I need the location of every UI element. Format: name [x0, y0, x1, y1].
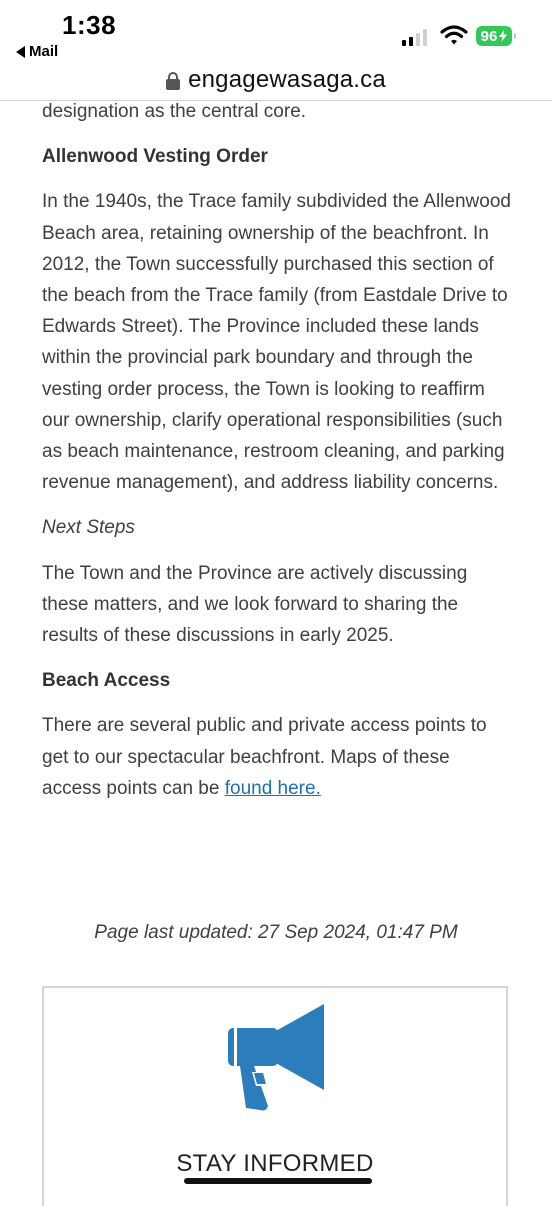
stay-informed-card[interactable]	[42, 986, 508, 1206]
clock: 1:38	[62, 10, 117, 40]
section-subheading-next-steps: Next Steps	[42, 517, 135, 539]
article-content	[42, 96, 512, 818]
megaphone-icon	[224, 1002, 332, 1112]
battery-level: 96	[480, 27, 498, 45]
status-bar	[0, 0, 552, 60]
back-to-mail-button[interactable]	[16, 43, 58, 60]
section-heading-allenwood: Allenwood Vesting Order	[42, 146, 268, 168]
stay-informed-underline	[184, 1178, 372, 1184]
cellular-signal-icon	[402, 28, 427, 46]
section-paragraph-next-steps: The Town and the Province are actively discussing these matters, and we look forward to sharing the results of these discussions in early 2025.	[42, 562, 468, 647]
stay-informed-title[interactable]: STAY INFORMED	[176, 1150, 374, 1177]
lock-icon	[166, 72, 180, 90]
beach-access-text: There are several public and private access points to get to our spectacular beachfront. Maps of these access points can be	[42, 715, 487, 799]
charging-bolt-icon	[499, 30, 507, 42]
section-heading-beach-access: Beach Access	[42, 670, 171, 692]
page-last-updated: Page last updated: 27 Sep 2024, 01:47 PM	[94, 922, 458, 943]
section-paragraph-beach-access	[42, 710, 512, 804]
url-bar[interactable]	[0, 60, 552, 100]
found-here-link[interactable]: found here.	[224, 777, 321, 799]
wifi-icon	[440, 24, 468, 46]
battery-icon	[476, 26, 512, 46]
back-label: Mail	[29, 43, 59, 60]
lead-text: designation as the central core.	[42, 101, 307, 122]
url-domain: engagewasaga.ca	[188, 66, 386, 93]
section-paragraph-allenwood: In the 1940s, the Trace family subdivided the Allenwood Beach area, retaining ownership of the beachfront. In 2012, the Town successfully purchased this section of the beach from the Trace family (from Eastdale Drive to Edwards Street). The Province included these lands within the provincial park boundary and through the vesting order process, the Town is looking to reaffirm our ownership, clarify operational responsibilities (such as beach maintenance, restroom cleaning, and parking revenue management), and address liability concerns.	[42, 191, 511, 494]
back-arrow-icon	[16, 46, 25, 58]
